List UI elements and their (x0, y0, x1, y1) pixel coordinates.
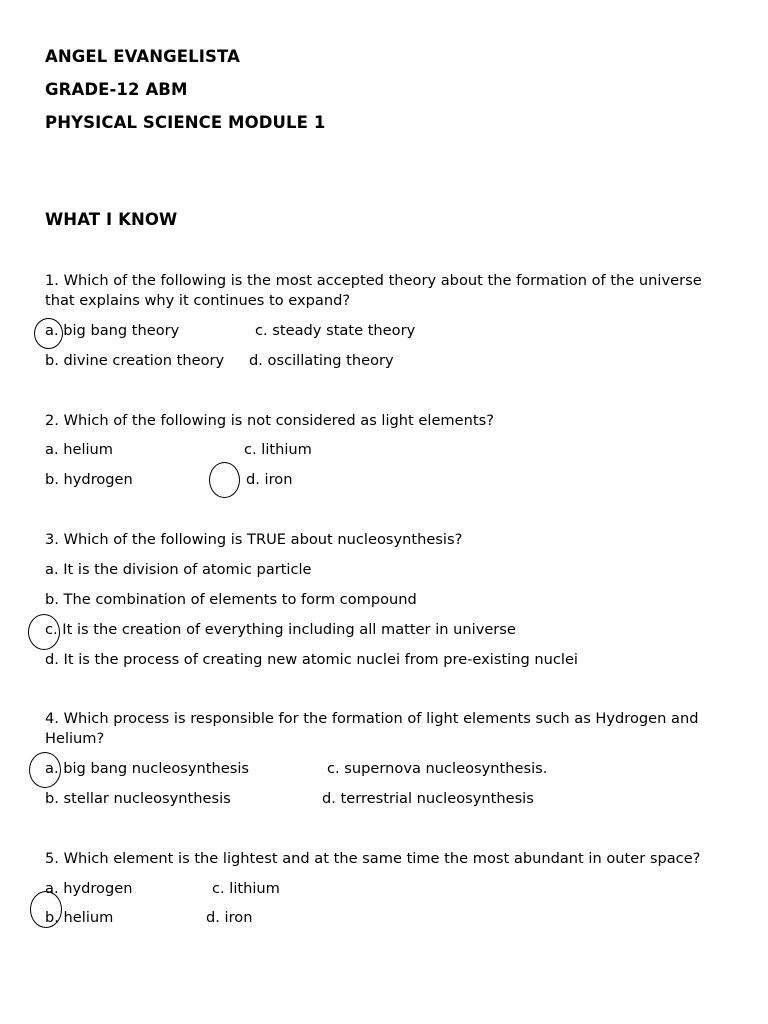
grade-level: GRADE-12 ABM (45, 80, 188, 99)
question-5-option-d: d. iron (206, 909, 253, 926)
answer-circle-q2 (209, 462, 240, 498)
student-name: ANGEL EVANGELISTA (45, 47, 240, 66)
question-4-option-d: d. terrestrial nucleosynthesis (322, 790, 534, 807)
question-1-option-a: a. big bang theory (45, 322, 180, 339)
question-2-option-d: d. iron (246, 471, 293, 488)
question-2-option-c: c. lithium (244, 441, 312, 458)
question-1-option-c: c. steady state theory (255, 322, 416, 339)
question-4-option-b: b. stellar nucleosynthesis (45, 790, 231, 807)
question-1-text: 1. Which of the following is the most accepted theory about the formation of the universe that explains why it continues to expand? (45, 272, 702, 309)
question-2-option-a: a. helium (45, 441, 114, 458)
question-2-text: 2. Which of the following is not considered as light elements? (45, 412, 494, 429)
question-3-text: 3. Which of the following is TRUE about nucleosynthesis? (45, 531, 463, 548)
question-3-option-b: b. The combination of elements to form compound (45, 591, 417, 608)
question-1-option-b: b. divine creation theory (45, 352, 225, 369)
answer-circle-q5 (30, 891, 62, 928)
question-4-text: 4. Which process is responsible for the formation of light elements such as Hydrogen and Helium? (45, 710, 699, 747)
question-4-option-c: c. supernova nucleosynthesis. (327, 760, 548, 777)
answer-circle-q4 (29, 752, 61, 788)
question-1-option-d: d. oscillating theory (249, 352, 394, 369)
answer-circle-q3 (28, 614, 60, 650)
answer-circle-q1 (34, 318, 63, 349)
question-3-option-c: c. It is the creation of everything including all matter in universe (45, 621, 516, 638)
section-title: WHAT I KNOW (45, 210, 178, 229)
question-5-option-c: c. lithium (212, 880, 280, 897)
question-5-option-a: a. hydrogen (45, 880, 133, 897)
question-3-option-a: a. It is the division of atomic particle (45, 561, 312, 578)
question-4-option-a: a. big bang nucleosynthesis (45, 760, 249, 777)
module-title: PHYSICAL SCIENCE MODULE 1 (45, 113, 326, 132)
question-5-text: 5. Which element is the lightest and at the same time the most abundant in outer space? (45, 850, 701, 867)
question-5-option-b: b. helium (45, 909, 114, 926)
question-2-option-b: b. hydrogen (45, 471, 133, 488)
question-3-option-d: d. It is the process of creating new atomic nuclei from pre-existing nuclei (45, 651, 578, 668)
